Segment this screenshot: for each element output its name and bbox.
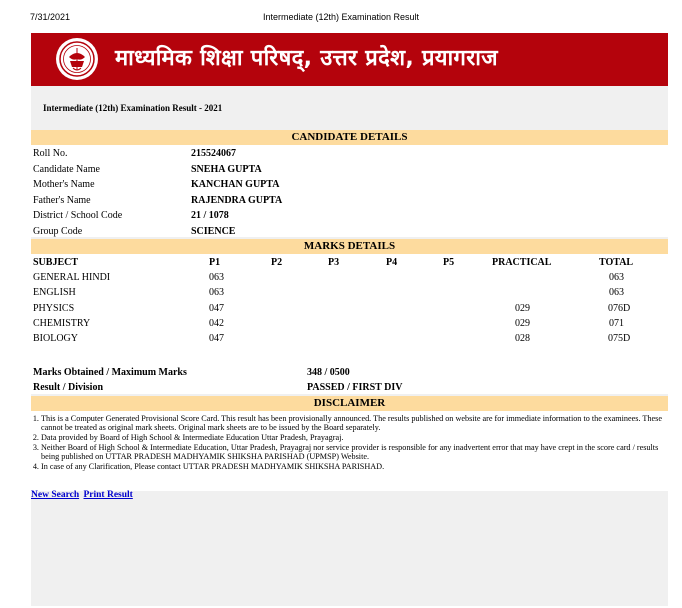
up-emblem-icon bbox=[55, 37, 99, 81]
field-label: Group Code bbox=[33, 226, 83, 237]
column-header: P5 bbox=[443, 257, 455, 268]
action-links bbox=[31, 490, 135, 500]
total-cell: 075D bbox=[608, 333, 631, 344]
field-value: 21 / 1078 bbox=[191, 210, 229, 221]
print-result-link[interactable]: Print Result bbox=[83, 490, 133, 500]
column-header: TOTAL bbox=[599, 257, 634, 268]
column-header: PRACTICAL bbox=[492, 257, 552, 268]
subject-cell: PHYSICS bbox=[33, 303, 75, 314]
marks-obtained-label: Marks Obtained / Maximum Marks bbox=[33, 367, 187, 378]
field-value: 215524067 bbox=[191, 148, 236, 159]
disclaimer-heading: DISCLAIMER bbox=[31, 396, 668, 411]
p1-cell: 063 bbox=[209, 287, 224, 298]
marks-details-heading: MARKS DETAILS bbox=[31, 239, 668, 254]
field-label: Roll No. bbox=[33, 148, 68, 159]
p1-cell: 042 bbox=[209, 318, 224, 329]
p1-cell: 047 bbox=[209, 303, 224, 314]
candidate-details-heading: CANDIDATE DETAILS bbox=[31, 130, 668, 145]
column-header: P4 bbox=[386, 257, 398, 268]
practical-cell: 029 bbox=[515, 318, 530, 329]
subject-cell: GENERAL HINDI bbox=[33, 272, 111, 283]
result-panel bbox=[31, 86, 668, 606]
subject-cell: ENGLISH bbox=[33, 287, 76, 298]
field-value: SCIENCE bbox=[191, 226, 236, 237]
field-value: KANCHAN GUPTA bbox=[191, 179, 280, 190]
marks-obtained-value: 348 / 0500 bbox=[307, 367, 350, 378]
column-header: P2 bbox=[271, 257, 283, 268]
total-cell: 063 bbox=[609, 272, 624, 283]
total-cell: 076D bbox=[608, 303, 631, 314]
disclaimer-list bbox=[31, 414, 668, 472]
column-header: P3 bbox=[328, 257, 340, 268]
result-division-value: PASSED / FIRST DIV bbox=[307, 382, 403, 393]
p1-cell: 047 bbox=[209, 333, 224, 344]
disclaimer-item: 2. Data provided by Board of High School & Intermediate Education Uttar Pradesh, Prayagraj. bbox=[41, 433, 668, 442]
disclaimer-item: 1. This is a Computer Generated Provisional Score Card. This result has been provisionally announced. The results published on website are for immediate information to the examinees. These cannot be treated as original mark sheets. Original mark sheets are to be issued by the Board separately. bbox=[41, 414, 668, 432]
subject-cell: BIOLOGY bbox=[33, 333, 78, 344]
p1-cell: 063 bbox=[209, 272, 224, 283]
column-header: P1 bbox=[209, 257, 221, 268]
field-value: RAJENDRA GUPTA bbox=[191, 195, 283, 206]
result-title: Intermediate (12th) Examination Result - 2021 bbox=[43, 103, 223, 113]
disclaimer-item: 3. Neither Board of High School & Intermediate Education, Uttar Pradesh, Prayagraj nor service provider is responsible for any inadvertent error that may have crept in the score card / results being published on UTTAR PRADESH MADHYAMIK SHIKSHA PARISHAD (UPMSP) Website. bbox=[41, 443, 668, 461]
field-value: SNEHA GUPTA bbox=[191, 164, 262, 175]
candidate-details-area bbox=[31, 145, 668, 237]
subject-cell: CHEMISTRY bbox=[33, 318, 91, 329]
print-page-title: Intermediate (12th) Examination Result bbox=[262, 12, 420, 22]
total-cell: 071 bbox=[609, 318, 624, 329]
new-search-link[interactable]: New Search bbox=[31, 490, 80, 500]
disclaimer-item: 4. In case of any Clarification, Please contact UTTAR PRADESH MADHYAMIK SHIKSHA PARISHAD. bbox=[41, 462, 668, 471]
print-header bbox=[0, 12, 682, 26]
board-title: माध्यमिक शिक्षा परिषद्, उत्तर प्रदेश, प्रयागराज bbox=[115, 46, 498, 71]
board-banner bbox=[31, 33, 668, 86]
field-label: District / School Code bbox=[33, 210, 123, 221]
result-division-label: Result / Division bbox=[33, 382, 104, 393]
field-label: Candidate Name bbox=[33, 164, 100, 175]
field-label: Father's Name bbox=[33, 195, 91, 206]
practical-cell: 029 bbox=[515, 303, 530, 314]
field-label: Mother's Name bbox=[33, 179, 95, 190]
practical-cell: 028 bbox=[515, 333, 530, 344]
total-cell: 063 bbox=[609, 287, 624, 298]
print-date: 7/31/2021 bbox=[30, 12, 71, 22]
column-header: SUBJECT bbox=[33, 257, 79, 268]
